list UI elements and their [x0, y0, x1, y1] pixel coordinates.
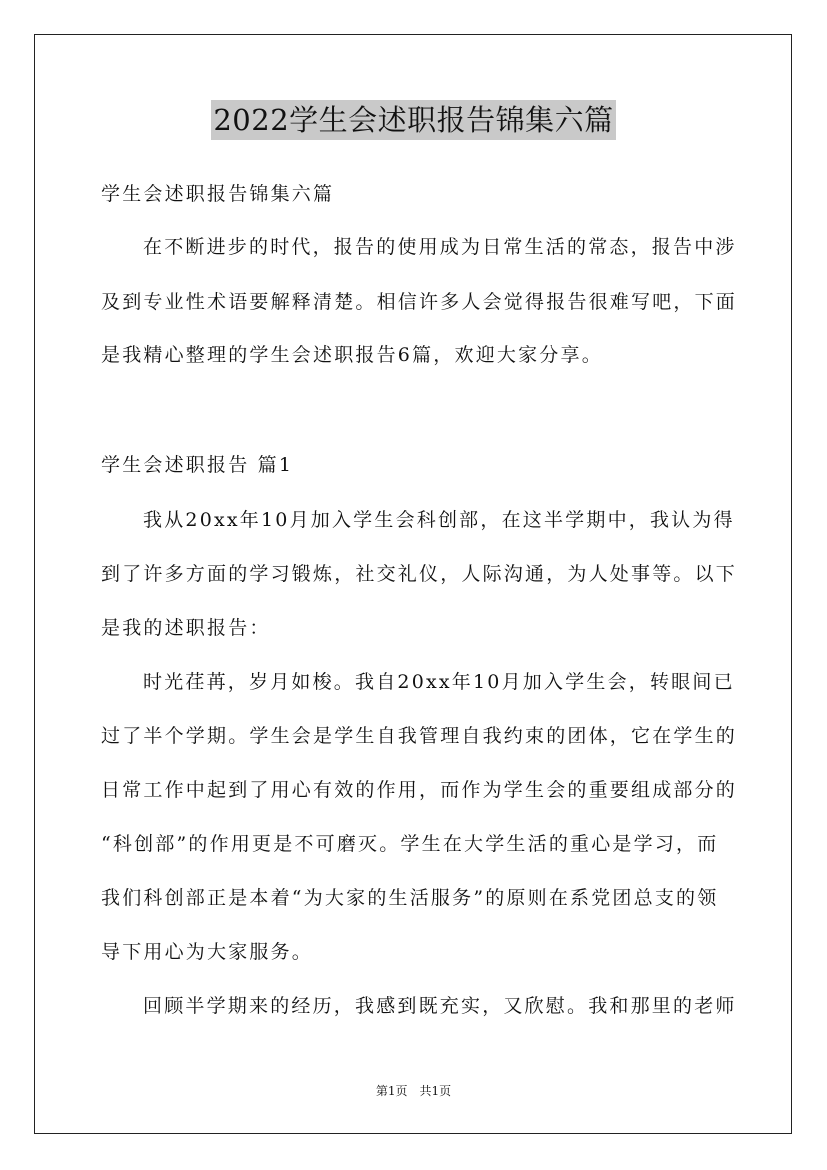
intro-line-3: 是我精心整理的学生会述职报告6篇，欢迎大家分享。 — [101, 344, 603, 366]
page-number-footer: 第1页 共1页 — [375, 1084, 452, 1098]
para1-line-2: 到了许多方面的学习锻炼，社交礼仪，人际沟通，为人处事等。以下 — [101, 563, 738, 585]
section-heading: 学生会述职报告 篇1 — [101, 454, 294, 476]
para2-line-2: 过了半个学期。学生会是学生自我管理自我约束的团体，它在学生的 — [101, 725, 738, 747]
para2-line-3: 日常工作中起到了用心有效的作用，而作为学生会的重要组成部分的 — [101, 779, 738, 801]
para2-line-6: 导下用心为大家服务。 — [101, 941, 314, 963]
document-subtitle: 学生会述职报告锦集六篇 — [101, 183, 335, 205]
para2-line-5: 我们科创部正是本着“为大家的生活服务”的原则在系党团总支的领 — [101, 887, 719, 909]
para2-line-1: 时光荏苒，岁月如梭。我自20xx年10月加入学生会，转眼间已 — [143, 671, 735, 693]
intro-line-1: 在不断进步的时代，报告的使用成为日常生活的常态，报告中涉 — [143, 236, 737, 258]
document-title: 2022学生会述职报告锦集六篇 — [211, 100, 615, 140]
intro-line-2: 及到专业性术语要解释清楚。相信许多人会觉得报告很难写吧，下面 — [101, 291, 738, 313]
para3-line-1: 回顾半学期来的经历，我感到既充实，又欣慰。我和那里的老师 — [143, 995, 737, 1017]
title-container — [0, 100, 827, 140]
para2-line-4: “科创部”的作用更是不可磨灭。学生在大学生活的重心是学习，而 — [101, 833, 719, 855]
para1-line-3: 是我的述职报告： — [101, 617, 271, 639]
para1-line-1: 我从20xx年10月加入学生会科创部，在这半学期中，我认为得 — [143, 509, 735, 531]
